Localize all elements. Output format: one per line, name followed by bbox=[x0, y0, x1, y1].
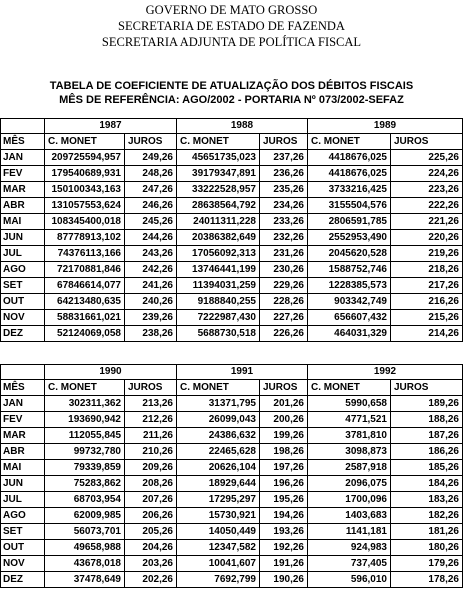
juros-cell: 180,26 bbox=[391, 540, 463, 556]
juros-cell: 211,26 bbox=[125, 428, 177, 444]
header-line-government: GOVERNO DE MATO GROSSO bbox=[145, 3, 318, 17]
month-cell: DEZ bbox=[1, 572, 45, 588]
cmonet-cell: 5688730,518 bbox=[177, 326, 260, 342]
cmonet-cell: 10041,607 bbox=[177, 556, 260, 572]
cmonet-cell: 17056092,313 bbox=[177, 246, 260, 262]
juros-cell: 214,26 bbox=[391, 326, 463, 342]
month-cell: JUN bbox=[1, 230, 45, 246]
juros-cell: 229,26 bbox=[260, 278, 308, 294]
month-cell: SET bbox=[1, 278, 45, 294]
month-cell: MAR bbox=[1, 182, 45, 198]
juros-cell: 246,26 bbox=[125, 198, 177, 214]
juros-cell: 238,26 bbox=[125, 326, 177, 342]
juros-cell: 197,26 bbox=[260, 460, 308, 476]
juros-column-header: JUROS bbox=[260, 134, 308, 150]
juros-cell: 179,26 bbox=[391, 556, 463, 572]
juros-cell: 247,26 bbox=[125, 182, 177, 198]
table-row bbox=[1, 508, 463, 524]
juros-cell: 230,26 bbox=[260, 262, 308, 278]
juros-cell: 192,26 bbox=[260, 540, 308, 556]
table-row bbox=[1, 326, 463, 342]
juros-cell: 207,26 bbox=[125, 492, 177, 508]
cmonet-cell: 75283,862 bbox=[45, 476, 125, 492]
table-title-line2: MÊS DE REFERÊNCIA: AGO/2002 - PORTARIA Nº 073/2002-SEFAZ bbox=[59, 94, 404, 106]
year-header: 1992 bbox=[308, 365, 463, 380]
cmonet-cell: 2806591,785 bbox=[308, 214, 391, 230]
cmonet-cell: 49658,988 bbox=[45, 540, 125, 556]
cmonet-cell: 64213480,635 bbox=[45, 294, 125, 310]
juros-cell: 195,26 bbox=[260, 492, 308, 508]
table-row bbox=[1, 572, 463, 588]
year-header: 1988 bbox=[177, 119, 308, 134]
month-cell: FEV bbox=[1, 166, 45, 182]
cmonet-cell: 924,983 bbox=[308, 540, 391, 556]
cmonet-column-header: C. MONET bbox=[177, 380, 260, 396]
cmonet-cell: 1403,683 bbox=[308, 508, 391, 524]
month-cell: ABR bbox=[1, 198, 45, 214]
juros-cell: 249,26 bbox=[125, 150, 177, 166]
juros-cell: 209,26 bbox=[125, 460, 177, 476]
table-row bbox=[1, 246, 463, 262]
cmonet-cell: 737,405 bbox=[308, 556, 391, 572]
table-title-line1: TABELA DE COEFICIENTE DE ATUALIZAÇÃO DOS DÉBITOS FISCAIS bbox=[49, 80, 414, 92]
cmonet-cell: 656607,432 bbox=[308, 310, 391, 326]
juros-cell: 234,26 bbox=[260, 198, 308, 214]
juros-cell: 235,26 bbox=[260, 182, 308, 198]
month-cell: JAN bbox=[1, 150, 45, 166]
table-row bbox=[1, 524, 463, 540]
juros-cell: 218,26 bbox=[391, 262, 463, 278]
cmonet-cell: 20626,104 bbox=[177, 460, 260, 476]
juros-cell: 243,26 bbox=[125, 246, 177, 262]
cmonet-cell: 2096,075 bbox=[308, 476, 391, 492]
cmonet-cell: 33222528,957 bbox=[177, 182, 260, 198]
cmonet-cell: 7692,799 bbox=[177, 572, 260, 588]
cmonet-cell: 37478,649 bbox=[45, 572, 125, 588]
cmonet-column-header: C. MONET bbox=[308, 380, 391, 396]
juros-cell: 202,26 bbox=[125, 572, 177, 588]
cmonet-cell: 3155504,576 bbox=[308, 198, 391, 214]
juros-cell: 198,26 bbox=[260, 444, 308, 460]
cmonet-cell: 22465,628 bbox=[177, 444, 260, 460]
cmonet-cell: 179540689,931 bbox=[45, 166, 125, 182]
cmonet-cell: 56073,701 bbox=[45, 524, 125, 540]
juros-cell: 244,26 bbox=[125, 230, 177, 246]
juros-cell: 241,26 bbox=[125, 278, 177, 294]
cmonet-cell: 150100343,163 bbox=[45, 182, 125, 198]
cmonet-cell: 193690,942 bbox=[45, 412, 125, 428]
cmonet-cell: 79339,859 bbox=[45, 460, 125, 476]
cmonet-column-header: C. MONET bbox=[177, 134, 260, 150]
column-header-row bbox=[1, 380, 463, 396]
cmonet-cell: 39179347,891 bbox=[177, 166, 260, 182]
cmonet-cell: 58831661,021 bbox=[45, 310, 125, 326]
cmonet-cell: 302311,362 bbox=[45, 396, 125, 412]
month-cell: FEV bbox=[1, 412, 45, 428]
month-cell: JUN bbox=[1, 476, 45, 492]
table-row bbox=[1, 476, 463, 492]
month-cell: JAN bbox=[1, 396, 45, 412]
juros-cell: 190,26 bbox=[260, 572, 308, 588]
juros-cell: 204,26 bbox=[125, 540, 177, 556]
table-row bbox=[1, 492, 463, 508]
month-cell: MAR bbox=[1, 428, 45, 444]
juros-cell: 194,26 bbox=[260, 508, 308, 524]
month-cell: AGO bbox=[1, 262, 45, 278]
table-row bbox=[1, 262, 463, 278]
cmonet-cell: 24386,632 bbox=[177, 428, 260, 444]
juros-cell: 220,26 bbox=[391, 230, 463, 246]
year-header: 1991 bbox=[177, 365, 308, 380]
juros-cell: 210,26 bbox=[125, 444, 177, 460]
cmonet-cell: 4771,521 bbox=[308, 412, 391, 428]
month-cell: SET bbox=[1, 524, 45, 540]
cmonet-cell: 2045620,528 bbox=[308, 246, 391, 262]
cmonet-cell: 72170881,846 bbox=[45, 262, 125, 278]
cmonet-column-header: C. MONET bbox=[308, 134, 391, 150]
cmonet-cell: 131057553,624 bbox=[45, 198, 125, 214]
juros-cell: 248,26 bbox=[125, 166, 177, 182]
cmonet-cell: 108345400,018 bbox=[45, 214, 125, 230]
table-row bbox=[1, 540, 463, 556]
cmonet-cell: 43678,018 bbox=[45, 556, 125, 572]
juros-cell: 200,26 bbox=[260, 412, 308, 428]
juros-cell: 215,26 bbox=[391, 310, 463, 326]
juros-cell: 212,26 bbox=[125, 412, 177, 428]
table-row bbox=[1, 230, 463, 246]
juros-cell: 237,26 bbox=[260, 150, 308, 166]
cmonet-cell: 68703,954 bbox=[45, 492, 125, 508]
header-line-adjunct-secretariat: SECRETARIA ADJUNTA DE POLÍTICA FISCAL bbox=[101, 35, 362, 49]
year-header: 1989 bbox=[308, 119, 463, 134]
month-cell: AGO bbox=[1, 508, 45, 524]
table-row bbox=[1, 310, 463, 326]
cmonet-cell: 1700,096 bbox=[308, 492, 391, 508]
cmonet-cell: 2587,918 bbox=[308, 460, 391, 476]
table-row bbox=[1, 412, 463, 428]
juros-cell: 240,26 bbox=[125, 294, 177, 310]
corner-cell bbox=[1, 365, 45, 380]
juros-cell: 199,26 bbox=[260, 428, 308, 444]
juros-cell: 245,26 bbox=[125, 214, 177, 230]
juros-cell: 222,26 bbox=[391, 198, 463, 214]
juros-cell: 205,26 bbox=[125, 524, 177, 540]
juros-cell: 242,26 bbox=[125, 262, 177, 278]
cmonet-cell: 17295,297 bbox=[177, 492, 260, 508]
cmonet-cell: 67846614,077 bbox=[45, 278, 125, 294]
year-header-row bbox=[1, 365, 463, 380]
cmonet-cell: 4418676,025 bbox=[308, 166, 391, 182]
cmonet-cell: 2552953,490 bbox=[308, 230, 391, 246]
cmonet-column-header: C. MONET bbox=[45, 134, 125, 150]
juros-cell: 224,26 bbox=[391, 166, 463, 182]
juros-cell: 213,26 bbox=[125, 396, 177, 412]
cmonet-cell: 5990,658 bbox=[308, 396, 391, 412]
year-header: 1987 bbox=[45, 119, 177, 134]
cmonet-cell: 15730,921 bbox=[177, 508, 260, 524]
cmonet-cell: 4418676,025 bbox=[308, 150, 391, 166]
column-header-row bbox=[1, 134, 463, 150]
cmonet-cell: 20386382,649 bbox=[177, 230, 260, 246]
table-row bbox=[1, 428, 463, 444]
year-header: 1990 bbox=[45, 365, 177, 380]
cmonet-cell: 7222987,430 bbox=[177, 310, 260, 326]
cmonet-cell: 11394031,259 bbox=[177, 278, 260, 294]
juros-cell: 182,26 bbox=[391, 508, 463, 524]
table-row bbox=[1, 294, 463, 310]
table-row bbox=[1, 150, 463, 166]
juros-cell: 236,26 bbox=[260, 166, 308, 182]
month-cell: OUT bbox=[1, 540, 45, 556]
cmonet-cell: 28638564,792 bbox=[177, 198, 260, 214]
cmonet-cell: 3098,873 bbox=[308, 444, 391, 460]
table-row bbox=[1, 444, 463, 460]
month-cell: MAI bbox=[1, 460, 45, 476]
cmonet-cell: 24011311,228 bbox=[177, 214, 260, 230]
juros-cell: 226,26 bbox=[260, 326, 308, 342]
cmonet-cell: 9188840,255 bbox=[177, 294, 260, 310]
juros-cell: 227,26 bbox=[260, 310, 308, 326]
cmonet-cell: 14050,449 bbox=[177, 524, 260, 540]
juros-cell: 203,26 bbox=[125, 556, 177, 572]
month-cell: JUL bbox=[1, 492, 45, 508]
juros-cell: 223,26 bbox=[391, 182, 463, 198]
month-column-header: MÊS bbox=[1, 134, 45, 150]
header-line-secretariat: SECRETARIA DE ESTADO DE FAZENDA bbox=[118, 19, 345, 33]
juros-cell: 217,26 bbox=[391, 278, 463, 294]
cmonet-cell: 87778913,102 bbox=[45, 230, 125, 246]
juros-column-header: JUROS bbox=[125, 134, 177, 150]
juros-cell: 191,26 bbox=[260, 556, 308, 572]
table-row bbox=[1, 278, 463, 294]
table-row bbox=[1, 198, 463, 214]
cmonet-cell: 1588752,746 bbox=[308, 262, 391, 278]
cmonet-column-header: C. MONET bbox=[45, 380, 125, 396]
cmonet-cell: 62009,985 bbox=[45, 508, 125, 524]
cmonet-cell: 209725594,957 bbox=[45, 150, 125, 166]
coefficient-table-1987-1989 bbox=[0, 118, 463, 342]
juros-cell: 232,26 bbox=[260, 230, 308, 246]
juros-cell: 193,26 bbox=[260, 524, 308, 540]
month-cell: NOV bbox=[1, 556, 45, 572]
cmonet-cell: 45651735,023 bbox=[177, 150, 260, 166]
table-row bbox=[1, 556, 463, 572]
juros-cell: 201,26 bbox=[260, 396, 308, 412]
cmonet-cell: 464031,329 bbox=[308, 326, 391, 342]
table-title bbox=[0, 79, 463, 107]
juros-cell: 188,26 bbox=[391, 412, 463, 428]
month-cell: JUL bbox=[1, 246, 45, 262]
month-cell: OUT bbox=[1, 294, 45, 310]
cmonet-cell: 112055,845 bbox=[45, 428, 125, 444]
juros-cell: 225,26 bbox=[391, 150, 463, 166]
corner-cell bbox=[1, 119, 45, 134]
coefficient-table-1990-1992 bbox=[0, 364, 463, 588]
document-header bbox=[0, 2, 463, 50]
juros-column-header: JUROS bbox=[125, 380, 177, 396]
cmonet-cell: 13746441,199 bbox=[177, 262, 260, 278]
juros-cell: 178,26 bbox=[391, 572, 463, 588]
cmonet-cell: 12347,582 bbox=[177, 540, 260, 556]
cmonet-cell: 74376113,166 bbox=[45, 246, 125, 262]
juros-cell: 228,26 bbox=[260, 294, 308, 310]
juros-cell: 219,26 bbox=[391, 246, 463, 262]
juros-cell: 185,26 bbox=[391, 460, 463, 476]
juros-column-header: JUROS bbox=[391, 380, 463, 396]
juros-cell: 181,26 bbox=[391, 524, 463, 540]
juros-cell: 206,26 bbox=[125, 508, 177, 524]
juros-cell: 187,26 bbox=[391, 428, 463, 444]
juros-cell: 233,26 bbox=[260, 214, 308, 230]
cmonet-cell: 99732,780 bbox=[45, 444, 125, 460]
table-row bbox=[1, 214, 463, 230]
table-row bbox=[1, 396, 463, 412]
juros-cell: 189,26 bbox=[391, 396, 463, 412]
juros-cell: 216,26 bbox=[391, 294, 463, 310]
juros-cell: 184,26 bbox=[391, 476, 463, 492]
month-cell: MAI bbox=[1, 214, 45, 230]
juros-cell: 183,26 bbox=[391, 492, 463, 508]
juros-cell: 221,26 bbox=[391, 214, 463, 230]
cmonet-cell: 31371,795 bbox=[177, 396, 260, 412]
juros-cell: 239,26 bbox=[125, 310, 177, 326]
year-header-row bbox=[1, 119, 463, 134]
month-cell: NOV bbox=[1, 310, 45, 326]
cmonet-cell: 596,010 bbox=[308, 572, 391, 588]
table-row bbox=[1, 460, 463, 476]
juros-cell: 196,26 bbox=[260, 476, 308, 492]
cmonet-cell: 3781,810 bbox=[308, 428, 391, 444]
cmonet-cell: 1141,181 bbox=[308, 524, 391, 540]
juros-column-header: JUROS bbox=[391, 134, 463, 150]
table-row bbox=[1, 166, 463, 182]
juros-column-header: JUROS bbox=[260, 380, 308, 396]
cmonet-cell: 1228385,573 bbox=[308, 278, 391, 294]
month-column-header: MÊS bbox=[1, 380, 45, 396]
cmonet-cell: 3733216,425 bbox=[308, 182, 391, 198]
cmonet-cell: 26099,043 bbox=[177, 412, 260, 428]
cmonet-cell: 903342,749 bbox=[308, 294, 391, 310]
juros-cell: 231,26 bbox=[260, 246, 308, 262]
month-cell: ABR bbox=[1, 444, 45, 460]
cmonet-cell: 52124069,058 bbox=[45, 326, 125, 342]
juros-cell: 186,26 bbox=[391, 444, 463, 460]
cmonet-cell: 18929,644 bbox=[177, 476, 260, 492]
month-cell: DEZ bbox=[1, 326, 45, 342]
juros-cell: 208,26 bbox=[125, 476, 177, 492]
table-row bbox=[1, 182, 463, 198]
